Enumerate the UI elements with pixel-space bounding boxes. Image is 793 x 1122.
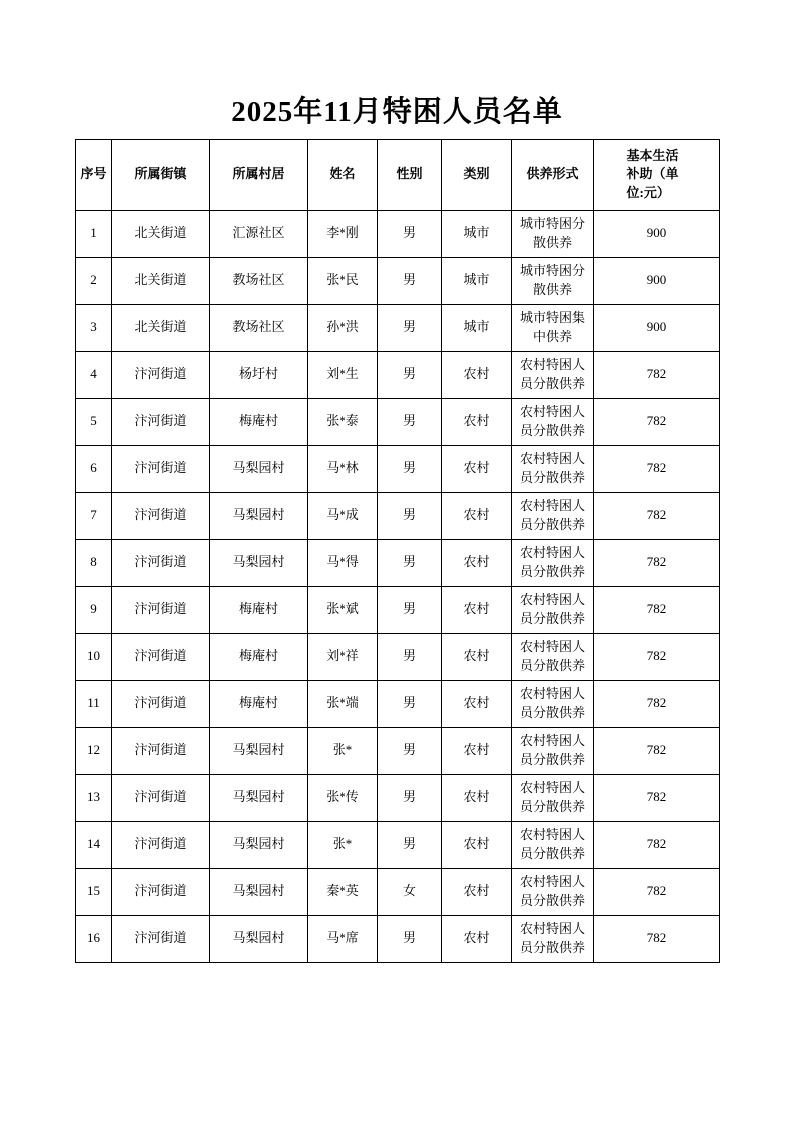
cell-name: 马*得 xyxy=(308,539,378,586)
cell-category: 农村 xyxy=(442,445,512,492)
col-header-subsidy xyxy=(594,139,720,210)
cell-gender: 男 xyxy=(378,586,442,633)
cell-support-type: 农村特困人员分散供养 xyxy=(512,915,594,962)
cell-subsidy: 900 xyxy=(594,210,720,257)
cell-name: 张*斌 xyxy=(308,586,378,633)
header-row xyxy=(76,139,720,210)
cell-index: 14 xyxy=(76,821,112,868)
cell-category: 城市 xyxy=(442,304,512,351)
cell-support-type: 农村特困人员分散供养 xyxy=(512,351,594,398)
cell-support-type: 农村特困人员分散供养 xyxy=(512,492,594,539)
cell-street: 汴河街道 xyxy=(112,868,210,915)
cell-support-type: 农村特困人员分散供养 xyxy=(512,727,594,774)
table-row xyxy=(76,210,720,257)
roster-table xyxy=(75,139,720,963)
cell-name: 马*席 xyxy=(308,915,378,962)
cell-subsidy: 782 xyxy=(594,398,720,445)
cell-street: 汴河街道 xyxy=(112,727,210,774)
cell-category: 农村 xyxy=(442,633,512,680)
cell-index: 9 xyxy=(76,586,112,633)
cell-index: 10 xyxy=(76,633,112,680)
cell-subsidy: 782 xyxy=(594,868,720,915)
col-header-support-type xyxy=(512,139,594,210)
cell-support-type: 城市特困集中供养 xyxy=(512,304,594,351)
cell-street: 汴河街道 xyxy=(112,539,210,586)
cell-street: 汴河街道 xyxy=(112,821,210,868)
col-header-village xyxy=(210,139,308,210)
page-title: 2025年11月特困人员名单 xyxy=(231,96,563,128)
table-row xyxy=(76,351,720,398)
cell-name: 张*民 xyxy=(308,257,378,304)
cell-subsidy: 782 xyxy=(594,445,720,492)
cell-name: 张*泰 xyxy=(308,398,378,445)
cell-index: 4 xyxy=(76,351,112,398)
col-header-name xyxy=(308,139,378,210)
cell-village: 梅庵村 xyxy=(210,633,308,680)
col-header-subsidy-label: 基本生活补助（单位:元） xyxy=(626,147,679,201)
cell-subsidy: 900 xyxy=(594,257,720,304)
cell-village: 梅庵村 xyxy=(210,586,308,633)
cell-name: 马*林 xyxy=(308,445,378,492)
table-row xyxy=(76,445,720,492)
cell-gender: 男 xyxy=(378,821,442,868)
col-header-index-label: 序号 xyxy=(80,166,107,182)
table-row xyxy=(76,492,720,539)
cell-gender: 男 xyxy=(378,398,442,445)
cell-gender: 男 xyxy=(378,210,442,257)
cell-village: 杨圩村 xyxy=(210,351,308,398)
col-header-category-label: 类别 xyxy=(463,166,490,182)
cell-subsidy: 782 xyxy=(594,492,720,539)
cell-index: 12 xyxy=(76,727,112,774)
cell-category: 农村 xyxy=(442,727,512,774)
col-header-category xyxy=(442,139,512,210)
cell-subsidy: 782 xyxy=(594,586,720,633)
cell-index: 16 xyxy=(76,915,112,962)
cell-category: 农村 xyxy=(442,774,512,821)
table-row xyxy=(76,868,720,915)
cell-street: 汴河街道 xyxy=(112,492,210,539)
cell-support-type: 城市特困分散供养 xyxy=(512,210,594,257)
cell-gender: 男 xyxy=(378,539,442,586)
cell-support-type: 农村特困人员分散供养 xyxy=(512,539,594,586)
cell-name: 张*传 xyxy=(308,774,378,821)
cell-index: 11 xyxy=(76,680,112,727)
table-row xyxy=(76,257,720,304)
cell-subsidy: 782 xyxy=(594,915,720,962)
cell-category: 农村 xyxy=(442,821,512,868)
cell-category: 城市 xyxy=(442,210,512,257)
cell-name: 李*刚 xyxy=(308,210,378,257)
cell-gender: 男 xyxy=(378,492,442,539)
cell-category: 农村 xyxy=(442,680,512,727)
table-body xyxy=(76,210,720,962)
cell-subsidy: 782 xyxy=(594,774,720,821)
col-header-street-label: 所属街镇 xyxy=(134,166,187,182)
cell-name: 张* xyxy=(308,821,378,868)
table-row xyxy=(76,680,720,727)
cell-name: 刘*祥 xyxy=(308,633,378,680)
cell-subsidy: 782 xyxy=(594,680,720,727)
cell-village: 马梨园村 xyxy=(210,915,308,962)
col-header-name-label: 姓名 xyxy=(329,166,356,182)
cell-street: 汴河街道 xyxy=(112,398,210,445)
cell-gender: 男 xyxy=(378,915,442,962)
cell-subsidy: 782 xyxy=(594,727,720,774)
cell-subsidy: 782 xyxy=(594,351,720,398)
col-header-village-label: 所属村居 xyxy=(232,166,285,182)
cell-category: 农村 xyxy=(442,539,512,586)
cell-village: 梅庵村 xyxy=(210,680,308,727)
cell-index: 2 xyxy=(76,257,112,304)
table-row xyxy=(76,821,720,868)
cell-name: 张* xyxy=(308,727,378,774)
cell-index: 7 xyxy=(76,492,112,539)
cell-gender: 男 xyxy=(378,304,442,351)
cell-category: 农村 xyxy=(442,915,512,962)
cell-index: 15 xyxy=(76,868,112,915)
cell-category: 农村 xyxy=(442,586,512,633)
cell-index: 13 xyxy=(76,774,112,821)
cell-street: 汴河街道 xyxy=(112,586,210,633)
col-header-gender xyxy=(378,139,442,210)
cell-name: 张*端 xyxy=(308,680,378,727)
cell-village: 汇源社区 xyxy=(210,210,308,257)
cell-support-type: 城市特困分散供养 xyxy=(512,257,594,304)
cell-village: 马梨园村 xyxy=(210,539,308,586)
cell-village: 马梨园村 xyxy=(210,868,308,915)
cell-category: 城市 xyxy=(442,257,512,304)
cell-gender: 男 xyxy=(378,445,442,492)
cell-support-type: 农村特困人员分散供养 xyxy=(512,821,594,868)
cell-index: 8 xyxy=(76,539,112,586)
cell-support-type: 农村特困人员分散供养 xyxy=(512,680,594,727)
cell-street: 汴河街道 xyxy=(112,351,210,398)
cell-street: 汴河街道 xyxy=(112,680,210,727)
cell-support-type: 农村特困人员分散供养 xyxy=(512,774,594,821)
table-row xyxy=(76,915,720,962)
cell-support-type: 农村特困人员分散供养 xyxy=(512,398,594,445)
cell-village: 教场社区 xyxy=(210,257,308,304)
cell-subsidy: 782 xyxy=(594,633,720,680)
cell-support-type: 农村特困人员分散供养 xyxy=(512,445,594,492)
cell-street: 汴河街道 xyxy=(112,915,210,962)
table-row xyxy=(76,586,720,633)
cell-index: 3 xyxy=(76,304,112,351)
table-row xyxy=(76,304,720,351)
col-header-support-type-label: 供养形式 xyxy=(526,166,579,182)
cell-gender: 男 xyxy=(378,680,442,727)
cell-gender: 男 xyxy=(378,727,442,774)
cell-name: 秦*英 xyxy=(308,868,378,915)
cell-village: 马梨园村 xyxy=(210,727,308,774)
cell-support-type: 农村特困人员分散供养 xyxy=(512,868,594,915)
cell-street: 北关街道 xyxy=(112,304,210,351)
cell-support-type: 农村特困人员分散供养 xyxy=(512,633,594,680)
table-row xyxy=(76,398,720,445)
cell-street: 汴河街道 xyxy=(112,774,210,821)
cell-gender: 男 xyxy=(378,633,442,680)
cell-name: 孙*洪 xyxy=(308,304,378,351)
cell-category: 农村 xyxy=(442,351,512,398)
cell-index: 5 xyxy=(76,398,112,445)
cell-village: 马梨园村 xyxy=(210,821,308,868)
table-row xyxy=(76,727,720,774)
cell-category: 农村 xyxy=(442,398,512,445)
cell-village: 梅庵村 xyxy=(210,398,308,445)
cell-gender: 男 xyxy=(378,351,442,398)
cell-subsidy: 782 xyxy=(594,539,720,586)
cell-name: 马*成 xyxy=(308,492,378,539)
cell-gender: 男 xyxy=(378,774,442,821)
col-header-index xyxy=(76,139,112,210)
cell-subsidy: 900 xyxy=(594,304,720,351)
col-header-street xyxy=(112,139,210,210)
cell-index: 6 xyxy=(76,445,112,492)
cell-category: 农村 xyxy=(442,868,512,915)
cell-index: 1 xyxy=(76,210,112,257)
table-row xyxy=(76,633,720,680)
cell-gender: 女 xyxy=(378,868,442,915)
table-row xyxy=(76,539,720,586)
cell-street: 北关街道 xyxy=(112,257,210,304)
cell-support-type: 农村特困人员分散供养 xyxy=(512,586,594,633)
cell-street: 北关街道 xyxy=(112,210,210,257)
cell-category: 农村 xyxy=(442,492,512,539)
cell-subsidy: 782 xyxy=(594,821,720,868)
cell-street: 汴河街道 xyxy=(112,633,210,680)
cell-village: 马梨园村 xyxy=(210,774,308,821)
cell-village: 教场社区 xyxy=(210,304,308,351)
cell-village: 马梨园村 xyxy=(210,492,308,539)
col-header-gender-label: 性别 xyxy=(396,166,423,182)
cell-street: 汴河街道 xyxy=(112,445,210,492)
cell-village: 马梨园村 xyxy=(210,445,308,492)
table-row xyxy=(76,774,720,821)
cell-gender: 男 xyxy=(378,257,442,304)
cell-name: 刘*生 xyxy=(308,351,378,398)
